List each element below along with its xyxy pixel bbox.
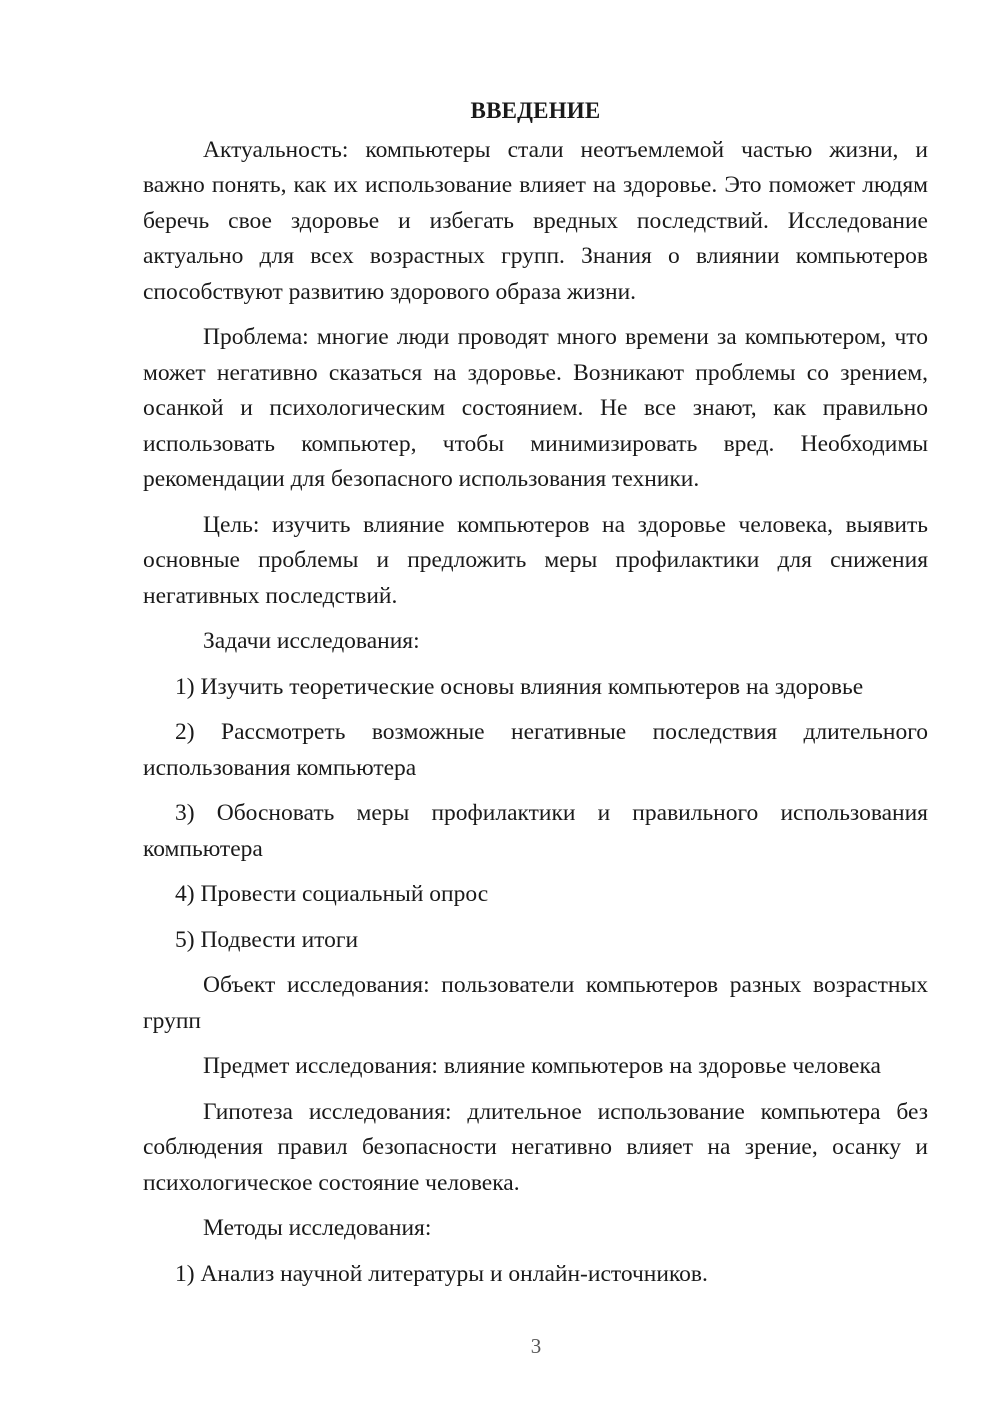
task-item: 3) Обосновать меры профилактики и правильного использования компьютера <box>143 800 928 862</box>
task-item: 5) Подвести итоги <box>175 926 359 953</box>
hypothesis-paragraph: Гипотеза исследования: длительное использование компьютера без соблюдения правил безопасности негативно влияет на зрение, осанку и психологическое состояние человека. <box>143 1098 928 1196</box>
methods-heading: Методы исследования: <box>203 1215 432 1241</box>
relevance-paragraph: Актуальность: компьютеры стали неотъемлемой частью жизни, и важно понять, как их использование влияет на здоровье. Это поможет людям беречь свое здоровье и избегать вредных последствий. Исследование актуально для всех возрастных групп. Знания о влиянии компьютеров способствуют развитию здорового образа жизни. <box>143 136 928 305</box>
problem-paragraph: Проблема: многие люди проводят много времени за компьютером, что может негативно сказаться на здоровье. Возникают проблемы со зрением, осанкой и психологическим состоянием. Не все знают, как правильно использовать компьютер, чтобы минимизировать вред. Необходимы рекомендации для безопасного использования техники. <box>143 324 928 492</box>
subject-paragraph: Предмет исследования: влияние компьютеров на здоровье человека <box>203 1053 881 1079</box>
task-item: 2) Рассмотреть возможные негативные последствия длительного использования компьютера <box>143 719 928 781</box>
task-item: 1) Изучить теоретические основы влияния компьютеров на здоровье <box>175 673 864 700</box>
document-body <box>143 93 928 1302</box>
method-item: 1) Анализ научной литературы и онлайн-источников. <box>175 1260 708 1287</box>
task-item: 4) Провести социальный опрос <box>175 881 489 907</box>
tasks-heading: Задачи исследования: <box>203 628 420 654</box>
goal-paragraph: Цель: изучить влияние компьютеров на здоровье человека, выявить основные проблемы и предложить меры профилактики для снижения негативных последствий. <box>143 511 928 609</box>
section-title: ВВЕДЕНИЕ <box>470 98 601 123</box>
page-number: 3 <box>530 1334 542 1358</box>
object-paragraph: Объект исследования: пользователи компьютеров разных возрастных групп <box>143 972 928 1034</box>
